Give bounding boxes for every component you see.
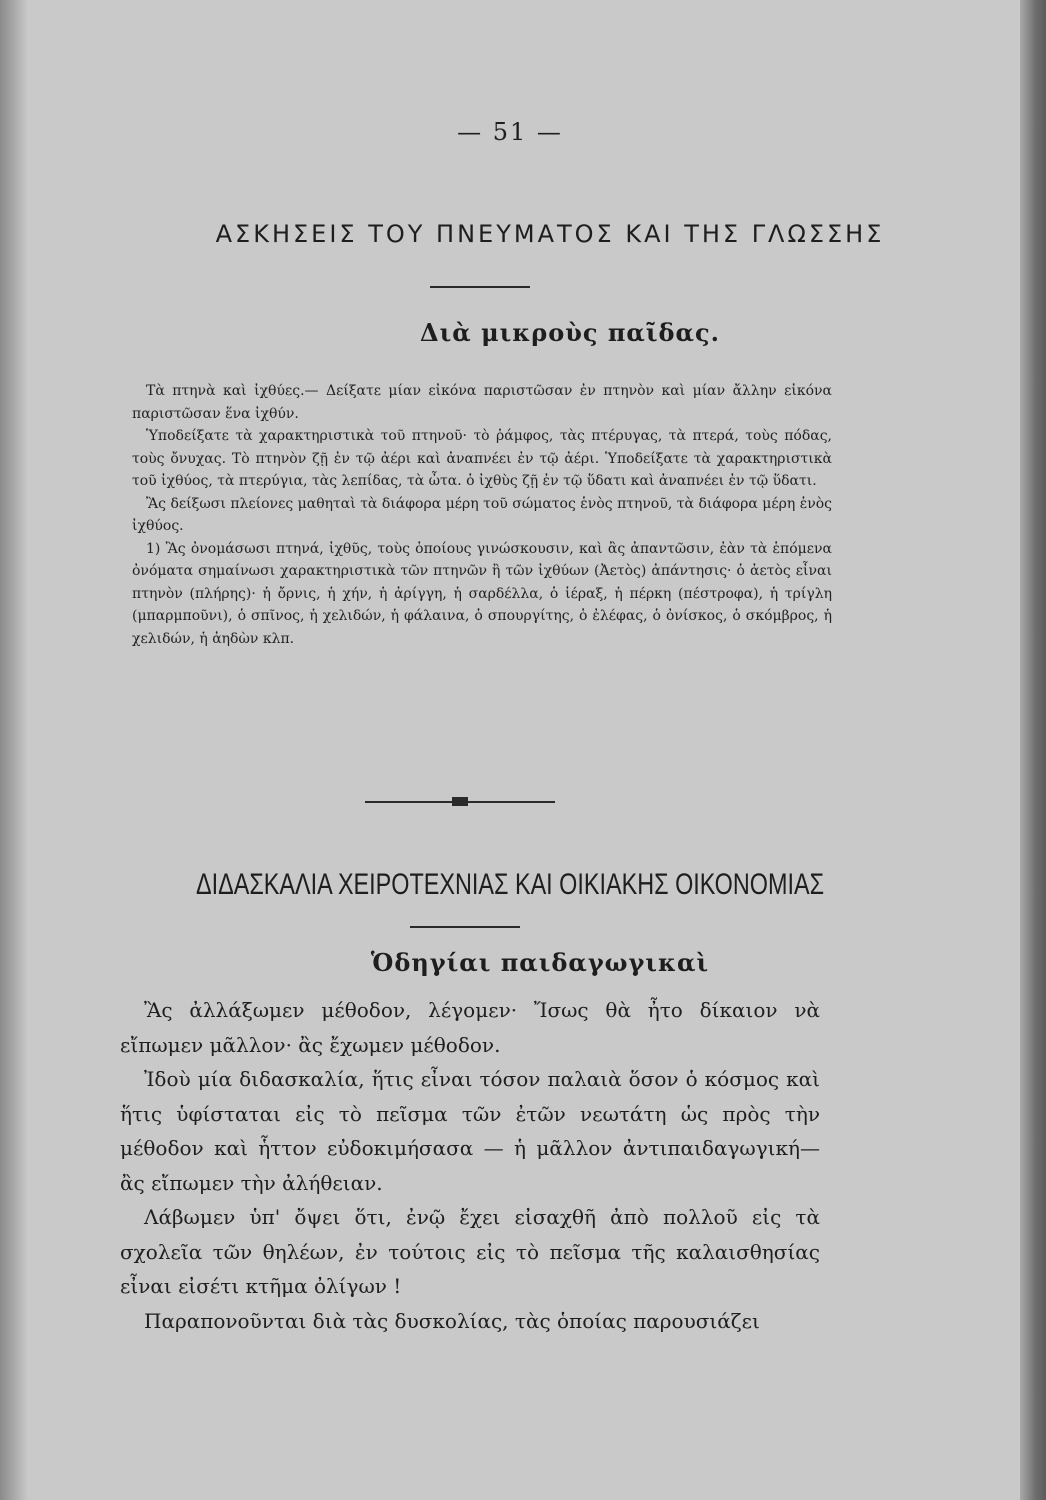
paragraph: Λάβωμεν ὑπ' ὄψει ὅτι, ἐνῷ ἔχει εἰσαχθῆ ἀπὸ πολλοῦ εἰς τὰ σχολεῖα τῶν θηλέων, ἐν τούτοις εἰς τὸ πεῖσμα τῆς καλαισθησίας εἶναι εἰσέτι κτῆμα ὀλίγων ! (120, 1205, 820, 1298)
paragraph: Ἰδοὺ μία διδασκαλία, ἥτις εἶναι τόσον παλαιὰ ὅσον ὁ κόσμος καὶ ἥτις ὑφίσταται εἰς τὸ πεῖσμα τῶν ἐτῶν νεωτάτη ὡς πρὸς τὴν μέθοδον καὶ ἧττον εὐδοκιμήσασα — ἡ μᾶλλον ἀντιπαιδαγωγική— ἂς εἴπωμεν τὴν ἀλήθειαν. (120, 1067, 820, 1195)
exercise-text-block (132, 380, 832, 650)
section-title-exercises: ΑΣΚΗΣΕΙΣ ΤΟΥ ΠΝΕΥΜΑΤΟΣ ΚΑΙ ΤΗΣ ΓΛΩΣΣΗΣ (215, 220, 885, 248)
subtitle-pedagogical-guidance: Ὁδηγίαι παιδαγωγικαὶ (370, 948, 710, 977)
paragraph: Παραπονοῦνται διὰ τὰς δυσκολίας, τὰς ὁποίας παρουσιάζει (144, 1308, 760, 1333)
divider-ornament (452, 797, 468, 806)
paragraph: Τὰ πτηνὰ καὶ ἰχθύες.— Δείξατε μίαν εἰκόνα παριστῶσαν ἐν πτηνὸν καὶ μίαν ἄλλην εἰκόνα παριστῶσαν ἕνα ἰχθύν. (132, 383, 832, 422)
paragraph: Ἂς ἀλλάξωμεν μέθοδον, λέγομεν· Ἴσως θὰ ἦτο δίκαιον νὰ εἴπωμεν μᾶλλον· ἂς ἔχωμεν μέθοδον. (120, 998, 820, 1057)
page-number: — 51 — (457, 118, 563, 146)
title-rule (430, 286, 530, 288)
page-edge-shadow (1020, 0, 1046, 1500)
title-rule (410, 926, 520, 928)
handicraft-text-block (120, 993, 820, 1338)
paragraph: Ἂς δείξωσι πλείονες μαθηταὶ τὰ διάφορα μέρη τοῦ σώματος ἑνὸς πτηνοῦ, τὰ διάφορα μέρη ἑνὸς ἰχθύος. (132, 495, 832, 534)
page-gutter-shadow (0, 0, 28, 1500)
subtitle-small-children: Διὰ μικροὺς παῖδας. (420, 318, 720, 347)
section-title-handicraft: ΔΙΔΑΣΚΑΛΙΑ ΧΕΙΡΟΤΕΧΝΙΑΣ ΚΑΙ ΟΙΚΙΑΚΗΣ ΟΙΚΟΝΟΜΙΑΣ (195, 868, 825, 901)
paragraph: Ὑποδείξατε τὰ χαρακτηριστικὰ τοῦ πτηνοῦ· τὸ ῥάμφος, τὰς πτέρυγας, τὰ πτερά, τοὺς πόδας, τοὺς ὄνυχας. Τὸ πτηνὸν ζῇ ἐν τῷ ἀέρι καὶ ἀναπνέει ἐν τῷ ἀέρι. Ὑποδείξατε τὰ χαρακτηριστικὰ τοῦ ἰχθύος, τὰ πτερύγια, τὰς λεπίδας, τὰ ὦτα. ὁ ἰχθὺς ζῇ ἐν τῷ ὕδατι καὶ ἀναπνέει ἐν τῷ ὕδατι. (132, 428, 832, 489)
paragraph: 1) Ἂς ὀνομάσωσι πτηνά, ἰχθῦς, τοὺς ὁποίους γινώσκουσιν, καὶ ἂς ἀπαντῶσιν, ἐὰν τὰ ἑπόμενα ὀνόματα σημαίνωσι χαρακτηριστικὰ τῶν πτηνῶν ἢ τῶν ἰχθύων (Ἀετὸς) ἀπάντησις· ὁ ἀετὸς εἶναι πτηνὸν (πλήρης)· ἡ ὄρνις, ἡ χήν, ἡ ἀρίγγη, ἡ σαρδέλλα, ὁ ἱέραξ, ἡ πέρκη (πέστροφα), ἡ τρίγλη (μπαρμποῦνι), ὁ σπῖνος, ἡ χελιδών, ἡ φάλαινα, ὁ σπουργίτης, ὁ ἐλέφας, ὁ ὀνίσκος, ὁ σκόμβρος, ἡ χελιδών, ἡ ἀηδὼν κλπ. (132, 540, 832, 647)
